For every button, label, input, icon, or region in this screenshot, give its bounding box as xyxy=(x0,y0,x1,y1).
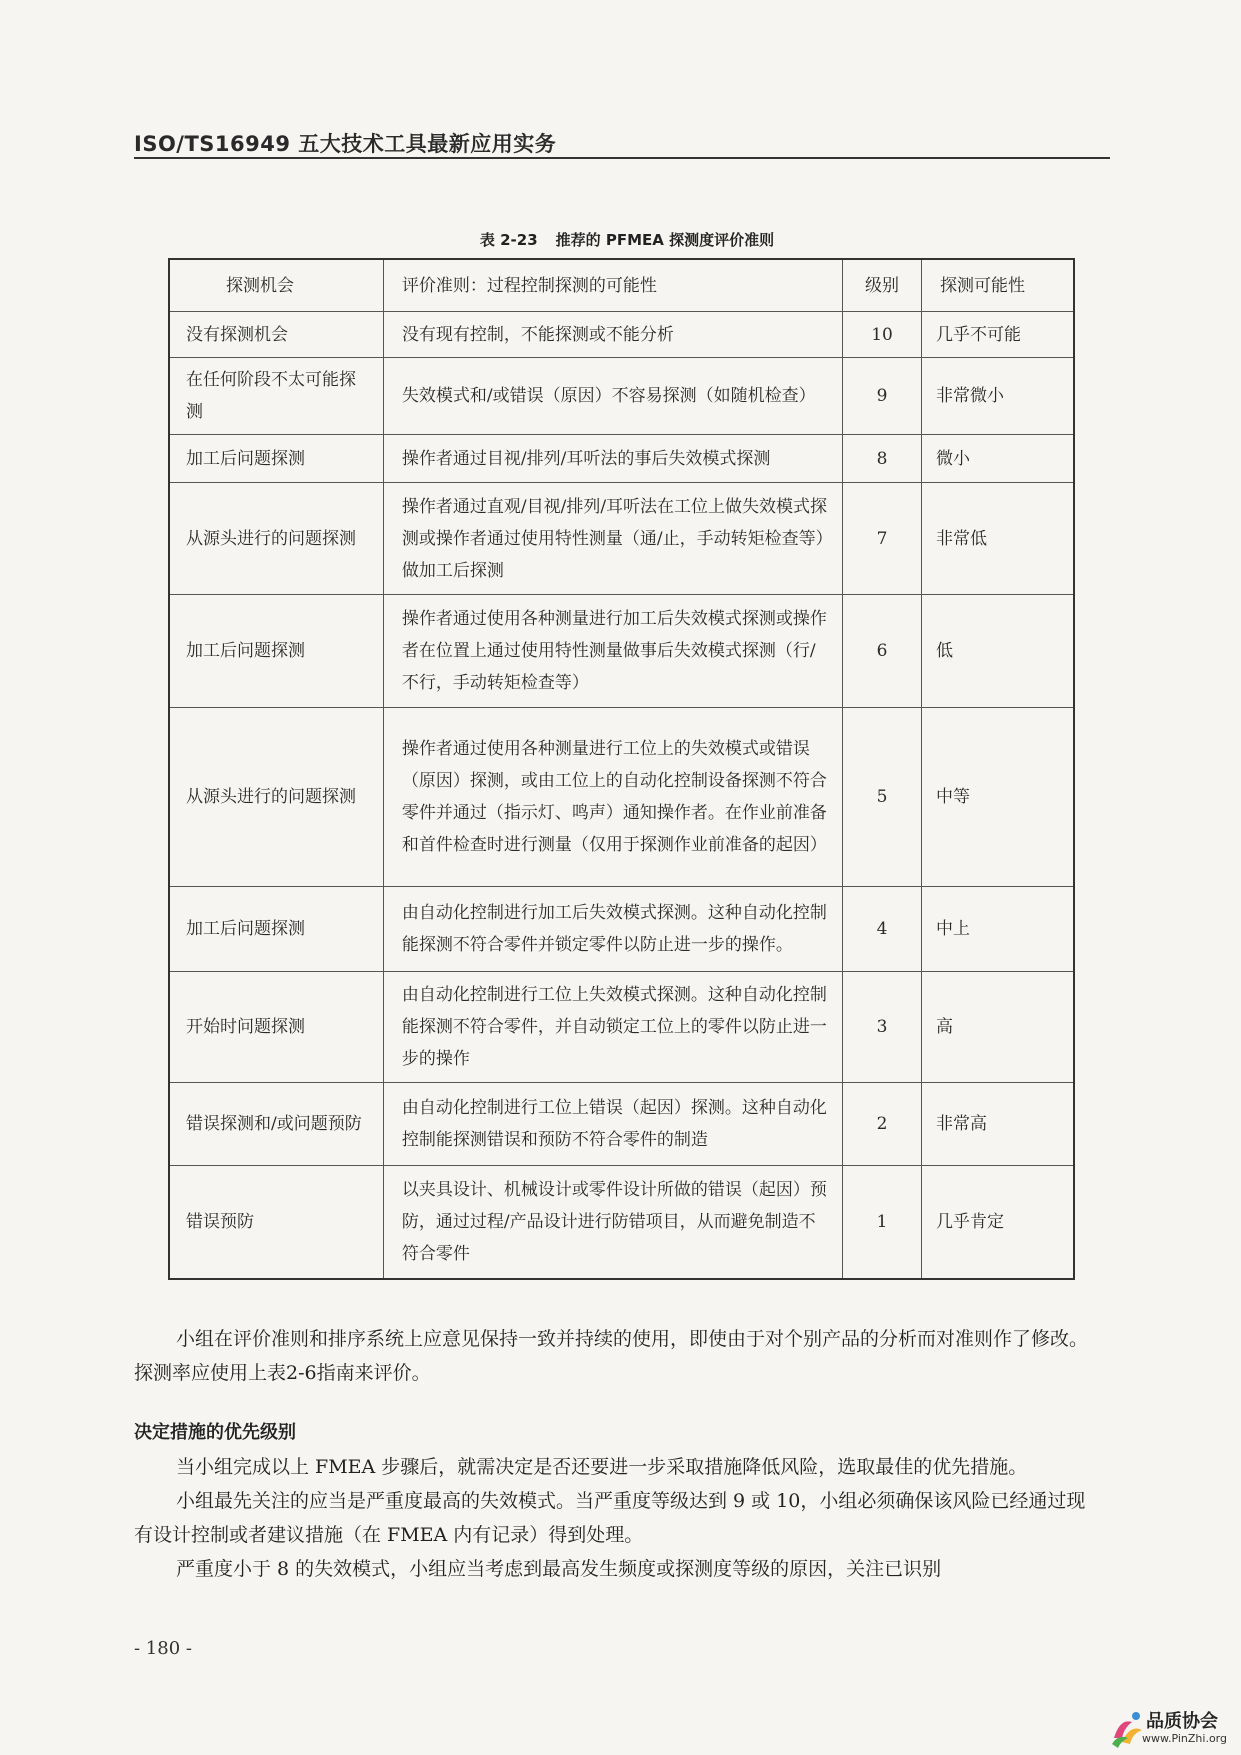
cell-opportunity: 错误探测和/或问题预防 xyxy=(169,1083,383,1166)
table-row xyxy=(169,483,1074,595)
cell-rank: 3 xyxy=(843,972,922,1083)
table-row xyxy=(169,595,1074,708)
cell-criteria: 以夹具设计、机械设计或零件设计所做的错误（起因）预防，通过过程/产品设计进行防错项目，从而避免制造不符合零件 xyxy=(383,1166,842,1279)
cell-likelihood: 非常高 xyxy=(922,1083,1075,1166)
cell-likelihood: 微小 xyxy=(922,435,1075,483)
running-header: ISO/TS16949 五大技术工具最新应用实务 xyxy=(134,132,557,156)
header-rule xyxy=(134,157,1110,159)
cell-rank: 7 xyxy=(843,483,922,595)
cell-criteria: 操作者通过直观/目视/排列/耳听法在工位上做失效模式探测或操作者通过使用特性测量（通/止，手动转矩检查等）做加工后探测 xyxy=(383,483,842,595)
cell-criteria: 失效模式和/或错误（原因）不容易探测（如随机检查） xyxy=(383,358,842,435)
cell-likelihood: 非常微小 xyxy=(922,358,1075,435)
cell-rank: 8 xyxy=(843,435,922,483)
watermark-url: www.PinZhi.org xyxy=(1142,1732,1227,1745)
column-header-criteria: 评价准则：过程控制探测的可能性 xyxy=(383,259,842,312)
watermark-name: 品质协会 xyxy=(1146,1711,1218,1732)
paragraph: 严重度小于 8 的失效模式，小组应当考虑到最高发生频度或探测度等级的原因，关注已识别 xyxy=(176,1558,942,1580)
table-caption-title: 推荐的 PFMEA 探测度评价准则 xyxy=(555,231,775,249)
cell-rank: 10 xyxy=(843,312,922,358)
table-caption xyxy=(168,229,1068,250)
cell-criteria: 由自动化控制进行工位上失效模式探测。这种自动化控制能探测不符合零件，并自动锁定工位上的零件以防止进一步的操作 xyxy=(383,972,842,1083)
cell-likelihood: 高 xyxy=(922,972,1075,1083)
cell-criteria: 由自动化控制进行工位上错误（起因）探测。这种自动化控制能探测错误和预防不符合零件的制造 xyxy=(383,1083,842,1166)
cell-rank: 1 xyxy=(843,1166,922,1279)
column-header-likelihood: 探测可能性 xyxy=(922,259,1075,312)
table-row xyxy=(169,1166,1074,1279)
cell-criteria: 操作者通过目视/排列/耳听法的事后失效模式探测 xyxy=(383,435,842,483)
table-row xyxy=(169,312,1074,358)
table-row xyxy=(169,435,1074,483)
cell-opportunity: 从源头进行的问题探测 xyxy=(169,483,383,595)
cell-opportunity: 加工后问题探测 xyxy=(169,595,383,708)
cell-likelihood: 中上 xyxy=(922,887,1075,972)
detection-criteria-table xyxy=(168,258,1075,1280)
cell-rank: 6 xyxy=(843,595,922,708)
cell-likelihood: 低 xyxy=(922,595,1075,708)
paragraph: 当小组完成以上 FMEA 步骤后，就需决定是否还要进一步采取措施降低风险，选取最佳的优先措施。 xyxy=(176,1456,1028,1478)
column-header-opportunity: 探测机会 xyxy=(169,259,383,312)
cell-opportunity: 加工后问题探测 xyxy=(169,887,383,972)
cell-opportunity: 错误预防 xyxy=(169,1166,383,1279)
cell-rank: 4 xyxy=(843,887,922,972)
column-header-rank: 级别 xyxy=(843,259,922,312)
table-row xyxy=(169,1083,1074,1166)
page-number: - 180 - xyxy=(134,1638,192,1659)
paragraph: 小组最先关注的应当是严重度最高的失效模式。当严重度等级达到 9 或 10，小组必须确保该风险已经通过现有设计控制或者建议措施（在 FMEA 内有记录）得到处理。 xyxy=(134,1490,1086,1546)
table-row xyxy=(169,708,1074,887)
cell-rank: 5 xyxy=(843,708,922,887)
cell-likelihood: 几乎肯定 xyxy=(922,1166,1075,1279)
table-caption-number: 表 2-23 xyxy=(479,231,538,249)
cell-opportunity: 开始时问题探测 xyxy=(169,972,383,1083)
cell-opportunity: 在任何阶段不太可能探测 xyxy=(169,358,383,435)
section-heading: 决定措施的优先级别 xyxy=(134,1422,296,1443)
table-header-row xyxy=(169,259,1074,312)
table-row xyxy=(169,358,1074,435)
paragraph: 小组在评价准则和排序系统上应意见保持一致并持续的使用，即使由于对个别产品的分析而对准则作了修改。探测率应使用上表2-6指南来评价。 xyxy=(134,1328,1089,1384)
table-row xyxy=(169,887,1074,972)
cell-criteria: 操作者通过使用各种测量进行加工后失效模式探测或操作者在位置上通过使用特性测量做事后失效模式探测（行/不行，手动转矩检查等） xyxy=(383,595,842,708)
cell-rank: 9 xyxy=(843,358,922,435)
body-text xyxy=(134,1322,1104,1586)
cell-criteria: 没有现有控制，不能探测或不能分析 xyxy=(383,312,842,358)
cell-criteria: 由自动化控制进行加工后失效模式探测。这种自动化控制能探测不符合零件并锁定零件以防止进一步的操作。 xyxy=(383,887,842,972)
cell-likelihood: 中等 xyxy=(922,708,1075,887)
cell-opportunity: 加工后问题探测 xyxy=(169,435,383,483)
cell-likelihood: 几乎不可能 xyxy=(922,312,1075,358)
cell-likelihood: 非常低 xyxy=(922,483,1075,595)
table-row xyxy=(169,972,1074,1083)
cell-rank: 2 xyxy=(843,1083,922,1166)
cell-criteria: 操作者通过使用各种测量进行工位上的失效模式或错误（原因）探测，或由工位上的自动化控制设备探测不符合零件并通过（指示灯、鸣声）通知操作者。在作业前准备和首件检查时进行测量（仅用于探测作业前准备的起因） xyxy=(383,708,842,887)
cell-opportunity: 从源头进行的问题探测 xyxy=(169,708,383,887)
cell-opportunity: 没有探测机会 xyxy=(169,312,383,358)
